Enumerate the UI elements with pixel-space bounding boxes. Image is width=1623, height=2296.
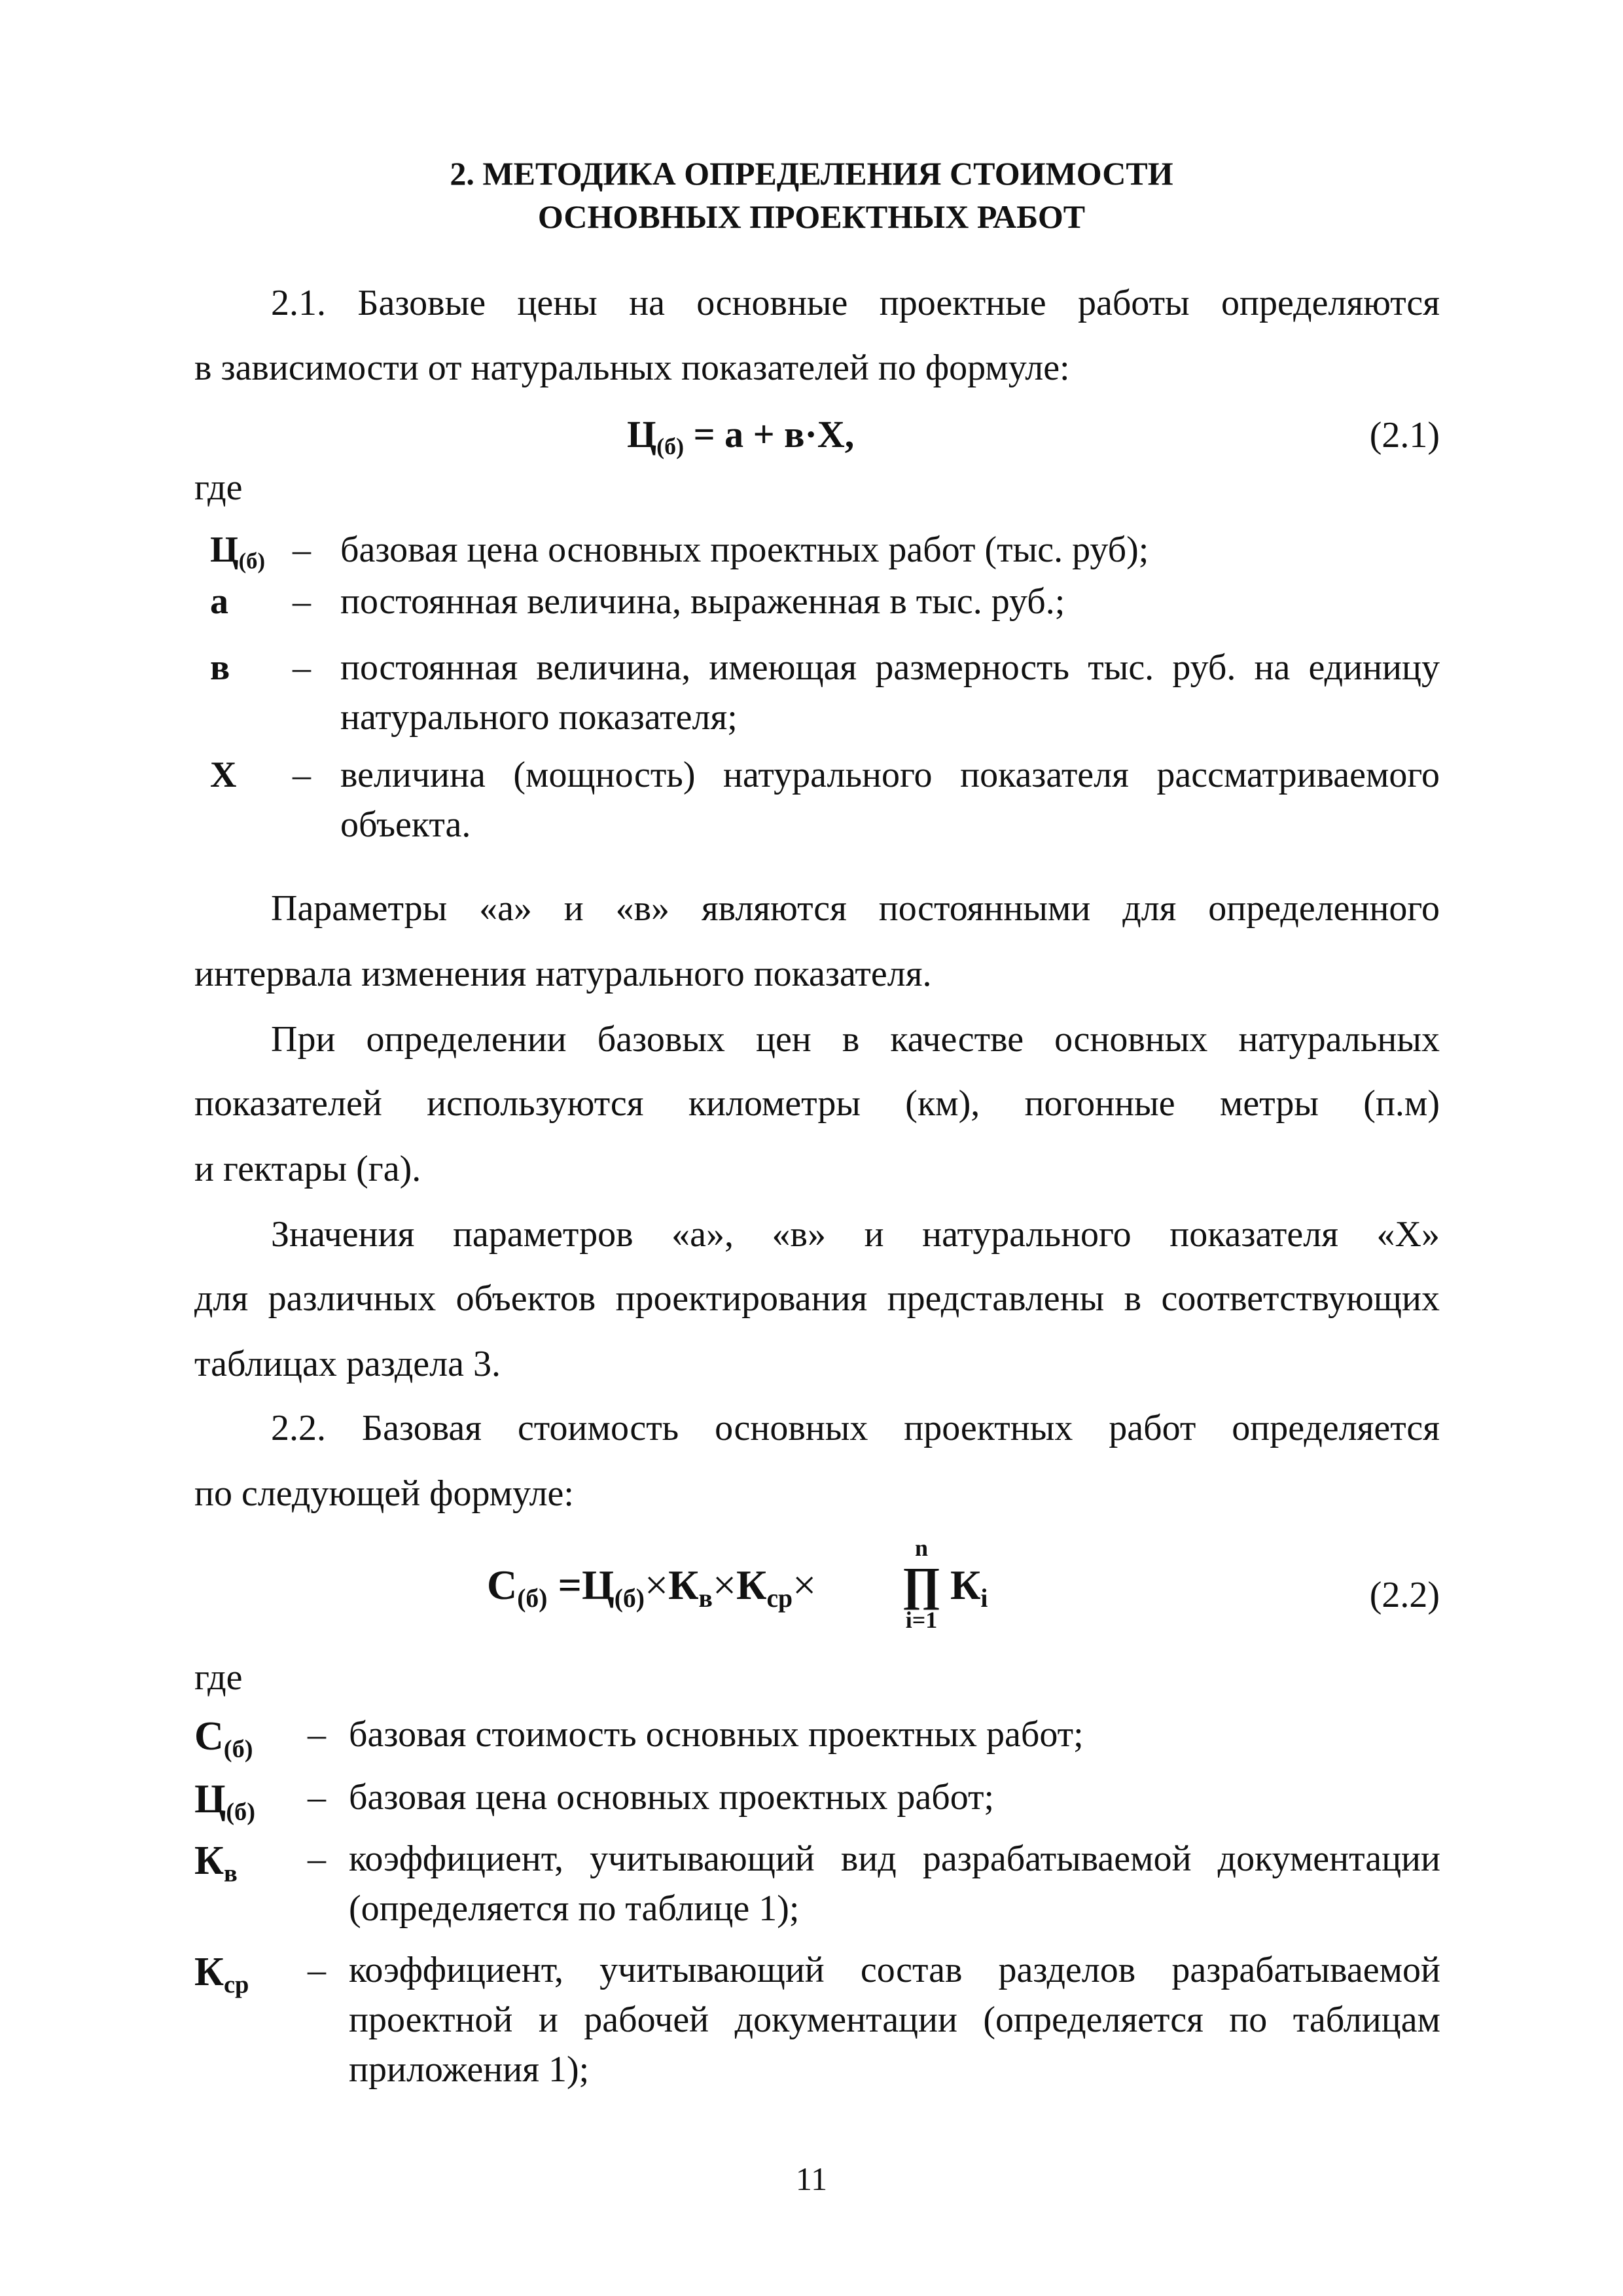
def2-text-ksr-line3: приложения 1); [349,2049,590,2090]
formula-2-2-ki-sub: i [980,1583,988,1613]
def2-text-ksr-line1: коэффициент, учитывающий состав разделов разрабатываемой [349,1950,1440,1990]
def2-text-kv-line2: (определяется по таблице 1); [349,1888,800,1929]
formula-2-2-product [895,1535,948,1633]
def2-text-ksr-line2: проектной и рабочей документации (определяется по таблицам [349,2000,1440,2040]
formula-2-2-times-2: × [712,1562,737,1608]
equation-number-2-1: (2.1) [1369,415,1440,456]
formula-2-2-times-3: × [793,1562,817,1608]
def2-symbol-kv [194,1838,238,1888]
formula-2-1-lhs: Ц [627,413,657,456]
formula-2-1-rhs: = а + в·Х, [684,413,855,456]
def2-symbol-ts [194,1776,255,1827]
formula-2-2-equals: = [547,1562,582,1608]
page-number: 11 [795,2161,828,2197]
def1-text-v-line2: натурального показателя; [340,697,738,738]
where-label-2: где [194,1657,243,1698]
def2-text-c: базовая стоимость основных проектных работ; [349,1714,1084,1755]
formula-2-1-lhs-sub: (б) [656,433,685,459]
def1-symbol-a: а [210,581,228,622]
formula-2-2-c: С [487,1562,518,1608]
formula-2-2-kv-sub: в [698,1583,713,1613]
formula-2-2-ts-sub: (б) [614,1583,645,1613]
def2-symbol-ts-letter: Ц [194,1777,226,1821]
para-values-line2: для различных объектов проектирования представлены в соответствующих [194,1278,1440,1319]
formula-2-2-ki: К [950,1562,981,1608]
para-values-line3: таблицах раздела 3. [194,1344,501,1384]
def2-symbol-ts-sub: (б) [226,1798,256,1826]
def2-symbol-c [194,1713,253,1764]
def2-symbol-kv-letter: К [194,1839,224,1883]
def2-dash-2: – [308,1839,326,1879]
def2-symbol-ksr [194,1949,249,2000]
formula-2-2-ksr: К [736,1562,767,1608]
def1-symbol-x: Х [210,755,237,795]
where-label-1: где [194,467,243,508]
def1-dash-2: – [293,647,311,688]
def2-symbol-c-sub: (б) [223,1735,253,1763]
def2-dash-1: – [308,1777,326,1818]
def1-dash-1: – [293,581,311,622]
section-title-line2: ОСНОВНЫХ ПРОЕКТНЫХ РАБОТ [537,198,1086,235]
def2-text-ts: базовая цена основных проектных работ; [349,1777,995,1818]
def1-text-v-line1: постоянная величина, имеющая размерность тыс. руб. на единицу [340,647,1440,688]
def2-symbol-ksr-letter: К [194,1950,224,1994]
product-upper-limit: n [914,1535,929,1561]
para-basic-line1: При определении базовых цен в качестве основных натуральных [271,1019,1440,1060]
def1-symbol-v: в [210,647,230,688]
product-lower-limit: i=1 [905,1607,938,1633]
def1-text-ts: базовая цена основных проектных работ (тыс. руб); [340,529,1149,570]
para-basic-line3: и гектары (га). [194,1149,421,1189]
formula-2-1 [627,412,854,460]
def1-text-a: постоянная величина, выраженная в тыс. руб.; [340,581,1065,622]
formula-2-2-c-sub: (б) [517,1583,548,1613]
formula-2-2-times-1: × [645,1562,669,1608]
para-values-line1: Значения параметров «а», «в» и натурального показателя «Х» [271,1214,1440,1255]
product-symbol: ∏ [902,1558,941,1610]
formula-2-2-kv: К [668,1562,699,1608]
def2-dash-0: – [308,1714,326,1755]
paragraph-2-2-line1: 2.2. Базовая стоимость основных проектных работ определяется [271,1408,1440,1448]
def1-text-x-line1: величина (мощность) натурального показателя рассматриваемого [340,755,1440,795]
formula-2-2 [487,1561,816,1613]
formula-2-2-ts: Ц [581,1562,615,1608]
def2-dash-3: – [308,1950,326,1990]
formula-2-2-ki-term [950,1561,988,1613]
def2-text-kv-line1: коэффициент, учитывающий вид разрабатываемой документации [349,1839,1440,1879]
def1-symbol-ts-sub: (б) [238,548,266,574]
para-basic-line2: показателей используются километры (км), погонные метры (п.м) [194,1083,1440,1124]
def1-text-x-line2: объекта. [340,804,471,845]
section-title-line1: 2. МЕТОДИКА ОПРЕДЕЛЕНИЯ СТОИМОСТИ [450,155,1173,192]
equation-number-2-2: (2.2) [1369,1575,1440,1615]
def1-dash-3: – [293,755,311,795]
paragraph-2-1-line1: 2.1. Базовые цены на основные проектные работы определяются [271,283,1440,323]
def2-symbol-ksr-sub: ср [223,1971,249,1999]
def2-symbol-c-letter: С [194,1714,224,1759]
def1-dash-0: – [293,529,311,570]
formula-2-2-ksr-sub: ср [766,1583,793,1613]
paragraph-2-2-line2: по следующей формуле: [194,1473,574,1514]
para-params-line1: Параметры «а» и «в» являются постоянными для определенного [271,888,1440,929]
paragraph-2-1-line2: в зависимости от натуральных показателей по формуле: [194,348,1070,388]
para-params-line2: интервала изменения натурального показателя. [194,954,932,994]
def1-symbol-ts [210,529,265,574]
def2-symbol-kv-sub: в [223,1859,238,1888]
def1-symbol-ts-letter: Ц [210,529,239,570]
